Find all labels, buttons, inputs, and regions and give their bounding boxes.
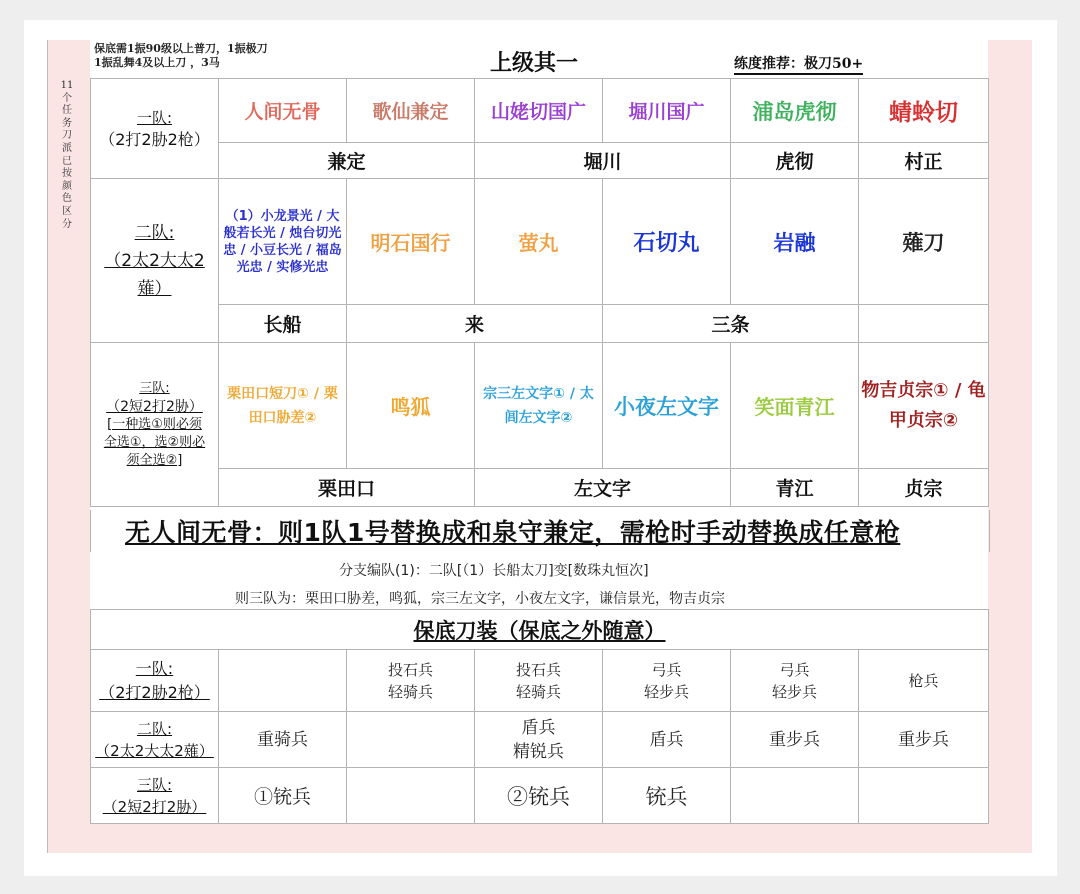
team2-member-3: 萤丸 bbox=[475, 179, 603, 305]
team1-member-6: 蜻蛉切 bbox=[859, 79, 989, 143]
equip-team1-slot-6 bbox=[859, 650, 989, 712]
side-note-char: 颜 bbox=[62, 180, 72, 192]
side-vertical-note bbox=[58, 80, 76, 231]
requirement-note-line2: 1振乱舞4及以上刀 ，3马 bbox=[94, 56, 220, 69]
equip-team3-slot-5 bbox=[731, 768, 859, 824]
side-note-char: 务 bbox=[62, 117, 72, 129]
equip-team1-slot-5 bbox=[731, 650, 859, 712]
team3-label-cell bbox=[91, 343, 219, 507]
equipment-slot-line: 轻步兵 bbox=[643, 682, 689, 701]
team1-group-kotetsu: 虎彻 bbox=[731, 143, 859, 179]
equip-team3-slot-4 bbox=[603, 768, 731, 824]
side-note-char: 分 bbox=[62, 218, 72, 230]
equipment-slot-line: 盾兵 bbox=[521, 717, 556, 738]
team1-member-1: 人间无骨 bbox=[219, 79, 347, 143]
team3-group-aoe: 青江 bbox=[731, 469, 859, 507]
equip-team2-composition: （2太2大太2薙） bbox=[95, 741, 214, 760]
side-note-char: 任 bbox=[62, 105, 72, 117]
equip-team1-label bbox=[91, 650, 219, 712]
team2-group-osafune: 长船 bbox=[219, 305, 347, 343]
team1-group-muramasa: 村正 bbox=[859, 143, 989, 179]
equip-team2-slot-3 bbox=[475, 712, 603, 768]
equipment-slot-line: 轻骑兵 bbox=[387, 682, 433, 701]
team1-member-5: 浦岛虎彻 bbox=[731, 79, 859, 143]
side-note-char: 按 bbox=[62, 168, 72, 180]
team3-member-5: 笑面青江 bbox=[731, 343, 859, 469]
team1-composition: （2打2胁2枪） bbox=[99, 129, 210, 149]
equipment-slot-line: 弓兵 bbox=[779, 660, 810, 679]
equip-team2-label bbox=[91, 712, 219, 768]
team1-label-cell bbox=[91, 79, 219, 179]
team3-group-samonji: 左文字 bbox=[475, 469, 731, 507]
equipment-slot-line: 枪兵 bbox=[908, 671, 939, 690]
requirement-note-line1: 保底需1振90级以上普刀，1振极刀 bbox=[94, 42, 268, 55]
team2-label: 二队: bbox=[134, 222, 175, 243]
equipment-slot-line: ②铳兵 bbox=[507, 784, 570, 809]
team3-member-6: 物吉贞宗① / 龟甲贞宗② bbox=[859, 343, 989, 469]
team3-rule-line1: [一种选①则必须 bbox=[107, 416, 202, 432]
equip-team1-slot-2 bbox=[347, 650, 475, 712]
equipment-slot-line: 投石兵 bbox=[515, 660, 561, 679]
team2-member-6: 薙刀 bbox=[859, 179, 989, 305]
team2-composition: （2太2大太2 bbox=[104, 250, 205, 271]
equip-team3-slot-6 bbox=[859, 768, 989, 824]
side-note-char: 色 bbox=[62, 193, 72, 205]
equip-team2-slot-1 bbox=[219, 712, 347, 768]
team2-member-5: 岩融 bbox=[731, 179, 859, 305]
team3-member-2: 鸣狐 bbox=[347, 343, 475, 469]
team3-member-4: 小夜左文字 bbox=[603, 343, 731, 469]
equipment-table bbox=[90, 609, 989, 824]
team1-member-3: 山姥切国广 bbox=[475, 79, 603, 143]
team1-member-4: 堀川国广 bbox=[603, 79, 731, 143]
equipment-slot-line: 轻步兵 bbox=[771, 682, 817, 701]
replacement-note-box bbox=[90, 510, 990, 552]
equipment-slot-line: 重步兵 bbox=[769, 729, 820, 750]
recommend-level: 练度推荐：极刀50+ bbox=[734, 56, 863, 75]
equip-team1-slot-1 bbox=[219, 650, 347, 712]
side-note-char: 区 bbox=[62, 205, 72, 217]
equipment-slot-line: 盾兵 bbox=[649, 729, 684, 750]
side-note-char: 刀 bbox=[62, 130, 72, 142]
equipment-slot-line: 重骑兵 bbox=[257, 729, 308, 750]
equipment-slot-line: 轻骑兵 bbox=[515, 682, 561, 701]
equip-team2-slot-5 bbox=[731, 712, 859, 768]
side-note-char: 个 bbox=[62, 92, 72, 104]
side-note-char: 11 bbox=[60, 80, 74, 91]
equipment-slot-line: ①铳兵 bbox=[253, 786, 311, 808]
equipment-slot-line: 重步兵 bbox=[898, 729, 949, 750]
equip-team3-label bbox=[91, 768, 219, 824]
equip-team2-slot-4 bbox=[603, 712, 731, 768]
branch-formation-note: 分支编队(1)：二队[（1）长船太刀]变[数珠丸恒次] bbox=[339, 563, 649, 579]
branch-team3-note: 则三队为：栗田口胁差，鸣狐，宗三左文字，小夜左文字，谦信景光，物吉贞宗 bbox=[235, 591, 725, 607]
equipment-slot-line: 投石兵 bbox=[387, 660, 433, 679]
team3-group-sadamune: 贞宗 bbox=[859, 469, 989, 507]
team1-group-kanesada: 兼定 bbox=[219, 143, 475, 179]
page-title: 上级其一 bbox=[490, 51, 579, 76]
equip-team2-name: 二队: bbox=[136, 719, 173, 738]
team3-group-awataguchi: 栗田口 bbox=[219, 469, 475, 507]
equipment-slot-line: 铳兵 bbox=[645, 784, 688, 809]
team1-label: 一队: bbox=[136, 108, 173, 127]
side-note-char: 派 bbox=[62, 142, 72, 154]
equip-team1-composition: （2打2胁2枪） bbox=[99, 682, 210, 702]
equip-team3-name: 三队: bbox=[136, 775, 173, 794]
equip-team2-slot-6 bbox=[859, 712, 989, 768]
equipment-title: 保底刀装（保底之外随意） bbox=[413, 618, 666, 643]
equip-team1-slot-4 bbox=[603, 650, 731, 712]
team3-member-1: 栗田口短刀① / 栗田口胁差② bbox=[219, 343, 347, 469]
equip-team1-slot-3 bbox=[475, 650, 603, 712]
team3-rule-line2: 全选①，选②则必 bbox=[103, 434, 206, 450]
team3-label: 三队: bbox=[139, 380, 170, 396]
team2-group-rai: 来 bbox=[347, 305, 603, 343]
team1-member-2: 歌仙兼定 bbox=[347, 79, 475, 143]
team3-composition: （2短2打2胁） bbox=[106, 398, 203, 415]
team1-group-horikawa: 堀川 bbox=[475, 143, 731, 179]
side-note-char: 已 bbox=[62, 155, 72, 167]
equip-team3-slot-1 bbox=[219, 768, 347, 824]
team3-member-3: 宗三左文字① / 太闾左文字② bbox=[475, 343, 603, 469]
equipment-title-cell bbox=[91, 610, 989, 650]
equip-team3-composition: （2短2打2胁） bbox=[102, 797, 207, 816]
team-table bbox=[90, 78, 989, 507]
requirement-note bbox=[94, 42, 268, 70]
team2-member-2: 明石国行 bbox=[347, 179, 475, 305]
equip-team1-name: 一队: bbox=[135, 658, 174, 678]
team2-member-1: （1）小龙景光 / 大般若长光 / 烛台切光忠 / 小豆长光 / 福岛光忠 / 实修光忠 bbox=[219, 179, 347, 305]
team2-group-empty bbox=[859, 305, 989, 343]
team2-label-cell bbox=[91, 179, 219, 343]
equip-team3-slot-3 bbox=[475, 768, 603, 824]
team3-rule-line3: 须全选②] bbox=[126, 452, 183, 468]
equip-team3-slot-2 bbox=[347, 768, 475, 824]
team2-group-sanjo: 三条 bbox=[603, 305, 859, 343]
equipment-slot-line: 精锐兵 bbox=[513, 741, 564, 762]
replacement-note: 无人间无骨：则1队1号替换成和泉守兼定，需枪时手动替换成任意枪 bbox=[125, 518, 901, 547]
team2-composition-cont: 薙） bbox=[137, 278, 172, 299]
equipment-slot-line: 弓兵 bbox=[651, 660, 682, 679]
equip-team2-slot-2 bbox=[347, 712, 475, 768]
team2-member-4: 石切丸 bbox=[603, 179, 731, 305]
